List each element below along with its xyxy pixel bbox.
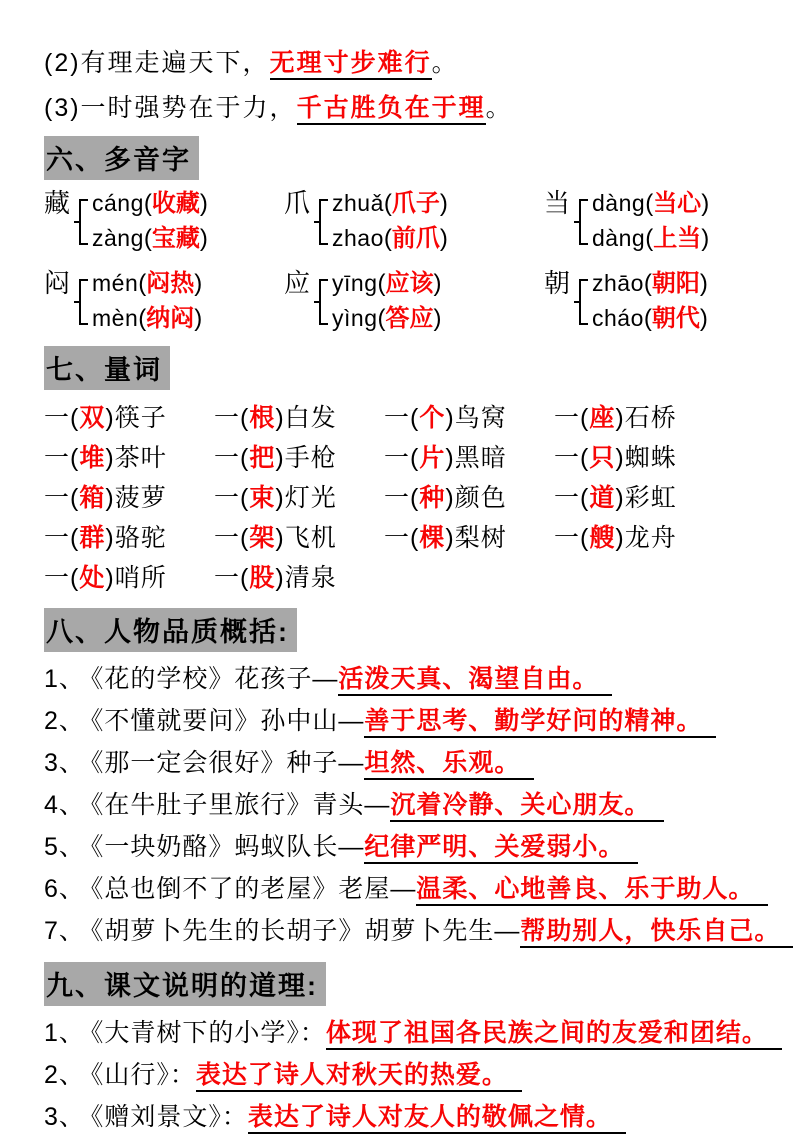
item-text: 《大青树下的小学》： (90, 1019, 326, 1047)
measure-word-item (384, 438, 554, 478)
section-header-character-qualities-wrap (44, 608, 773, 652)
item-answer: 善于思考、勤学好问的精神。 (364, 707, 716, 738)
example-word: 纳闷 (146, 305, 195, 332)
measure-word-item (384, 398, 554, 438)
list-item (44, 742, 773, 784)
paren-close: ) (105, 484, 115, 512)
paren-open: ( (240, 524, 250, 552)
noun: 石桥 (624, 404, 677, 432)
pinyin: mèn (92, 305, 139, 331)
numeral: 一 (44, 524, 71, 552)
polyphone-readings (92, 266, 202, 336)
paren-open: ( (138, 305, 147, 332)
measure-word-item (554, 438, 773, 478)
measure-word-item (44, 518, 214, 558)
pinyin: yīng (332, 270, 378, 296)
example-word: 朝代 (651, 305, 700, 332)
pinyin: dàng (592, 190, 646, 216)
section-header-text-morals-wrap (44, 962, 773, 1006)
noun: 蜘蛛 (624, 444, 677, 472)
paren-close: ) (105, 404, 115, 432)
noun: 白发 (284, 404, 337, 432)
paren-close: ) (275, 524, 285, 552)
measure-word: 个 (419, 404, 446, 432)
paren-close: ) (275, 564, 285, 592)
paren-open: ( (143, 225, 152, 252)
brace-bracket-icon (73, 188, 89, 254)
paren-open: ( (383, 225, 392, 252)
paren-open: ( (70, 524, 80, 552)
measure-word: 箱 (79, 484, 106, 512)
item-text: 《总也倒不了的老屋》老屋— (90, 875, 417, 903)
polyphone-entry (284, 266, 544, 336)
proverb-line (44, 91, 773, 125)
polyphone-reading (92, 221, 208, 256)
noun: 龙舟 (624, 524, 677, 552)
noun: 菠萝 (114, 484, 167, 512)
list-item (44, 868, 773, 910)
polyphone-readings (332, 186, 448, 256)
paren-open: ( (143, 190, 152, 217)
measure-word-item (44, 438, 214, 478)
brace-bracket-icon (313, 268, 329, 334)
paren-close: ) (615, 524, 625, 552)
example-word: 宝藏 (151, 225, 200, 252)
brace-bracket-icon (573, 268, 589, 334)
paren-close: ) (445, 524, 455, 552)
measure-word: 群 (79, 524, 106, 552)
measure-word: 片 (419, 444, 446, 472)
measure-word: 束 (249, 484, 276, 512)
polyphone-reading (592, 301, 708, 336)
numeral: 一 (554, 444, 581, 472)
paren-open: ( (645, 190, 654, 217)
polyphone-entry (44, 186, 284, 256)
example-word: 爪子 (391, 190, 440, 217)
polyphone-character: 闷 (44, 268, 71, 298)
measure-word: 处 (79, 564, 106, 592)
polyphone-reading (92, 301, 202, 336)
measure-word: 把 (249, 444, 276, 472)
numeral: 一 (554, 404, 581, 432)
item-answer: 坦然、乐观。 (364, 749, 534, 780)
item-answer: 温柔、心地善良、乐于助人。 (416, 875, 768, 906)
paren-close: ) (439, 190, 448, 217)
paren-close: ) (615, 444, 625, 472)
noun: 哨所 (114, 564, 167, 592)
period: 。 (485, 94, 513, 122)
item-text: 《在牛肚子里旅行》青头— (90, 791, 391, 819)
paren-open: ( (138, 270, 147, 297)
list-item (44, 1054, 773, 1096)
section-header-character-qualities: 八、人物品质概括: (44, 608, 297, 652)
list-item (44, 826, 773, 868)
numeral: 一 (44, 444, 71, 472)
measure-word: 种 (419, 484, 446, 512)
paren-close: ) (194, 270, 203, 297)
noun: 梨树 (454, 524, 507, 552)
noun: 骆驼 (114, 524, 167, 552)
paren-open: ( (643, 270, 652, 297)
item-number: 5、 (44, 833, 85, 861)
measure-word-item (214, 398, 384, 438)
polyphone-character: 爪 (284, 188, 311, 218)
paren-open: ( (645, 225, 654, 252)
measure-word-item (214, 558, 384, 598)
paren-close: ) (701, 225, 710, 252)
numeral: 一 (44, 484, 71, 512)
polyphone-reading (92, 186, 208, 221)
polyphone-character: 应 (284, 268, 311, 298)
item-text: 《花的学校》花孩子— (90, 665, 339, 693)
paren-open: ( (410, 484, 420, 512)
section-header-measure-words-wrap (44, 346, 773, 390)
brace-bracket-icon (73, 268, 89, 334)
item-answer: 沉着冷静、关心朋友。 (390, 791, 664, 822)
paren-open: ( (377, 305, 386, 332)
paren-open: ( (580, 404, 590, 432)
numeral: 一 (384, 444, 411, 472)
measure-word-item (44, 558, 214, 598)
polyphone-character: 朝 (544, 268, 571, 298)
brace-bracket-icon (313, 188, 329, 254)
noun: 筷子 (114, 404, 167, 432)
measure-word: 架 (249, 524, 276, 552)
paren-open: ( (70, 564, 80, 592)
proverb-line (44, 46, 773, 80)
polyphone-reading (332, 186, 448, 221)
paren-close: ) (439, 225, 448, 252)
item-answer: 帮助别人，快乐自己。 (520, 917, 793, 948)
item-number: 2、 (44, 1061, 85, 1089)
paren-open: ( (240, 564, 250, 592)
pinyin: yìng (332, 305, 378, 331)
polyphone-readings (92, 186, 208, 256)
measure-word: 棵 (419, 524, 446, 552)
numeral: 一 (214, 404, 241, 432)
proverb-black-text: (2)有理走遍天下， (44, 49, 270, 77)
measure-word: 道 (589, 484, 616, 512)
paren-open: ( (70, 444, 80, 472)
paren-close: ) (105, 564, 115, 592)
noun: 灯光 (284, 484, 337, 512)
measure-word-item (44, 478, 214, 518)
noun: 鸟窝 (454, 404, 507, 432)
example-word: 应该 (385, 270, 434, 297)
noun: 清泉 (284, 564, 337, 592)
numeral: 一 (384, 404, 411, 432)
polyphone-character: 藏 (44, 188, 71, 218)
paren-close: ) (699, 305, 708, 332)
item-answer: 体现了祖国各民族之间的友爱和团结。 (326, 1019, 782, 1050)
noun: 黑暗 (454, 444, 507, 472)
proverb-black-text: (3)一时强势在于力， (44, 94, 297, 122)
pinyin: mén (92, 270, 139, 296)
text-morals-list (44, 1012, 773, 1138)
measure-word-item (214, 518, 384, 558)
section-header-polyphones: 六、多音字 (44, 136, 199, 180)
item-text: 《胡萝卜先生的长胡子》胡萝卜先生— (90, 917, 521, 945)
brace-bracket-icon (573, 188, 589, 254)
paren-open: ( (410, 404, 420, 432)
example-word: 答应 (385, 305, 434, 332)
measure-word: 堆 (79, 444, 106, 472)
measure-word-item (384, 518, 554, 558)
proverb-answer: 千古胜负在于理 (297, 94, 486, 125)
list-item (44, 910, 781, 952)
proverb-answer: 无理寸步难行 (270, 49, 432, 80)
polyphone-character: 当 (544, 188, 571, 218)
measure-word: 股 (249, 564, 276, 592)
paren-open: ( (70, 404, 80, 432)
noun: 手枪 (284, 444, 337, 472)
item-text: 《赠刘景文》： (90, 1103, 248, 1131)
item-text: 《不懂就要问》孙中山— (90, 707, 365, 735)
numeral: 一 (44, 404, 71, 432)
paren-close: ) (445, 404, 455, 432)
paren-open: ( (240, 444, 250, 472)
section-header-measure-words: 七、量词 (44, 346, 170, 390)
item-answer: 活泼天真、渴望自由。 (338, 665, 612, 696)
measure-word: 根 (249, 404, 276, 432)
noun: 茶叶 (114, 444, 167, 472)
polyphone-reading (592, 221, 709, 256)
list-item (44, 784, 773, 826)
pinyin: zhāo (592, 270, 644, 296)
character-qualities-list (44, 658, 781, 952)
polyphone-entry (284, 186, 544, 256)
noun: 飞机 (284, 524, 337, 552)
item-number: 2、 (44, 707, 85, 735)
paren-close: ) (433, 305, 442, 332)
paren-open: ( (410, 524, 420, 552)
measure-word: 只 (589, 444, 616, 472)
polyphone-reading (332, 266, 441, 301)
example-word: 前爪 (391, 225, 440, 252)
pinyin: zhao (332, 225, 384, 251)
period: 。 (431, 49, 459, 77)
pinyin: zhuǎ (332, 190, 384, 216)
item-text: 《山行》： (90, 1061, 196, 1089)
paren-close: ) (699, 270, 708, 297)
item-text: 《那一定会很好》种子— (90, 749, 365, 777)
polyphone-reading (92, 266, 202, 301)
paren-close: ) (445, 484, 455, 512)
pinyin: zàng (92, 225, 144, 251)
measure-word-item (214, 438, 384, 478)
item-number: 1、 (44, 665, 85, 693)
section-header-polyphones-wrap (44, 136, 773, 180)
item-text: 《一块奶酪》蚂蚁队长— (90, 833, 365, 861)
measure-word-item (44, 398, 214, 438)
example-word: 朝阳 (651, 270, 700, 297)
numeral: 一 (44, 564, 71, 592)
measure-word-item (384, 478, 554, 518)
pinyin: cháo (592, 305, 644, 331)
paren-open: ( (240, 484, 250, 512)
numeral: 一 (214, 484, 241, 512)
paren-open: ( (240, 404, 250, 432)
paren-close: ) (275, 404, 285, 432)
example-word: 闷热 (146, 270, 195, 297)
item-number: 6、 (44, 875, 85, 903)
measure-word-item (554, 518, 773, 558)
measure-word: 座 (589, 404, 616, 432)
paren-open: ( (383, 190, 392, 217)
paren-close: ) (105, 524, 115, 552)
polyphone-readings (592, 186, 709, 256)
example-word: 当心 (653, 190, 702, 217)
paren-close: ) (445, 444, 455, 472)
numeral: 一 (214, 564, 241, 592)
polyphone-entry (544, 266, 773, 336)
numeral: 一 (214, 524, 241, 552)
paren-open: ( (410, 444, 420, 472)
item-number: 4、 (44, 791, 85, 819)
polyphone-reading (332, 221, 448, 256)
noun: 颜色 (454, 484, 507, 512)
numeral: 一 (554, 524, 581, 552)
paren-open: ( (643, 305, 652, 332)
list-item (44, 1012, 773, 1054)
measure-word-item (554, 478, 773, 518)
item-answer: 表达了诗人对秋天的热爱。 (196, 1061, 522, 1092)
item-number: 1、 (44, 1019, 85, 1047)
section-header-text-morals: 九、课文说明的道理: (44, 962, 326, 1006)
paren-close: ) (615, 404, 625, 432)
paren-open: ( (580, 444, 590, 472)
numeral: 一 (384, 484, 411, 512)
item-answer: 纪律严明、关爱弱小。 (364, 833, 638, 864)
polyphone-entry (44, 266, 284, 336)
paren-close: ) (199, 225, 208, 252)
item-answer: 表达了诗人对友人的敬佩之情。 (248, 1103, 626, 1134)
measure-word-item (214, 478, 384, 518)
measure-word-grid (44, 398, 773, 598)
item-number: 3、 (44, 749, 85, 777)
list-item (44, 1096, 773, 1138)
list-item (44, 700, 773, 742)
paren-open: ( (70, 484, 80, 512)
example-word: 上当 (653, 225, 702, 252)
measure-word: 艘 (589, 524, 616, 552)
paren-close: ) (105, 444, 115, 472)
polyphone-entry (544, 186, 773, 256)
polyphone-readings (332, 266, 441, 336)
pinyin: cáng (92, 190, 144, 216)
paren-close: ) (199, 190, 208, 217)
polyphone-grid (44, 186, 773, 336)
numeral: 一 (384, 524, 411, 552)
noun: 彩虹 (624, 484, 677, 512)
paren-close: ) (615, 484, 625, 512)
numeral: 一 (214, 444, 241, 472)
paren-close: ) (433, 270, 442, 297)
paren-close: ) (194, 305, 203, 332)
measure-word-item (554, 398, 773, 438)
polyphone-reading (592, 266, 708, 301)
list-item (44, 658, 773, 700)
measure-word: 双 (79, 404, 106, 432)
item-number: 7、 (44, 917, 85, 945)
pinyin: dàng (592, 225, 646, 251)
paren-open: ( (580, 524, 590, 552)
paren-close: ) (275, 444, 285, 472)
numeral: 一 (554, 484, 581, 512)
paren-close: ) (275, 484, 285, 512)
paren-open: ( (580, 484, 590, 512)
polyphone-reading (332, 301, 441, 336)
polyphone-readings (592, 266, 708, 336)
example-word: 收藏 (151, 190, 200, 217)
polyphone-reading (592, 186, 709, 221)
item-number: 3、 (44, 1103, 85, 1131)
paren-close: ) (701, 190, 710, 217)
paren-open: ( (377, 270, 386, 297)
